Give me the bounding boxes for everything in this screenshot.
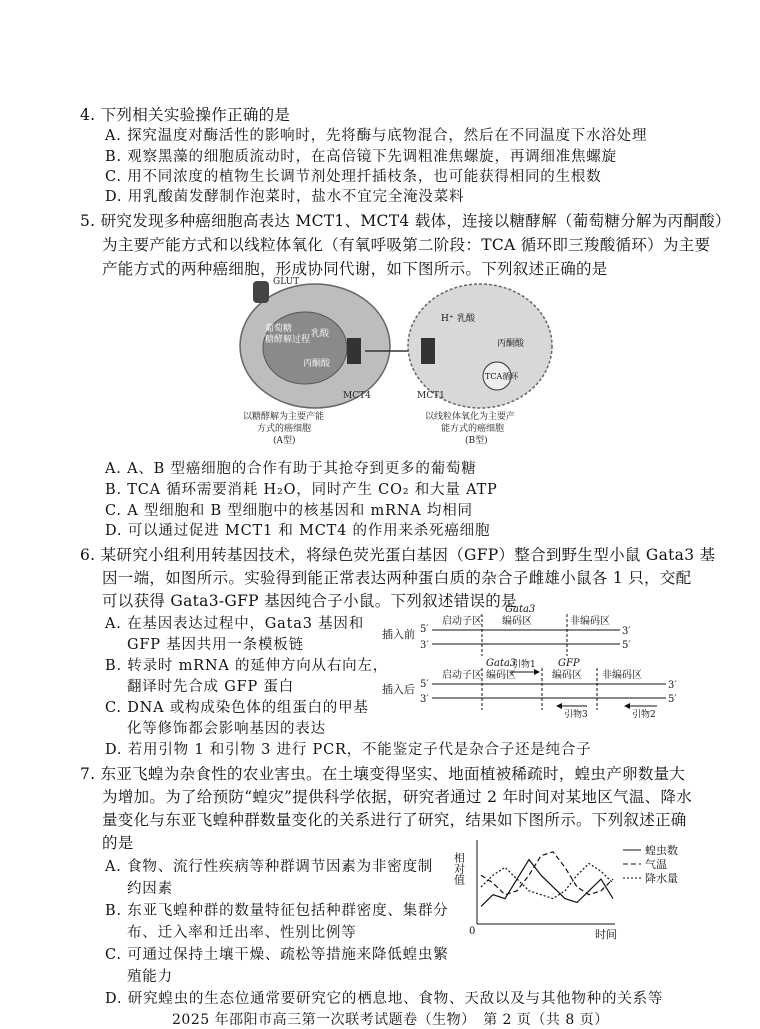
label-lactate-b: 乳酸 xyxy=(457,314,476,324)
page-footer: 2025 年邵阳市高三第一次联考试题卷（生物） 第 2 页（共 8 页） xyxy=(172,1012,609,1028)
q7-line-chart xyxy=(452,832,705,942)
caption-a-line2: 方式的癌细胞 xyxy=(257,424,312,434)
q6-option-b-line2: 翻译时先合成 GFP 蛋白 xyxy=(127,679,295,695)
q5-option-d: D. 可以通过促进 MCT1 和 MCT4 的作用来杀死癌细胞 xyxy=(105,523,491,539)
before-top-3end: 3′ xyxy=(622,626,631,637)
label-lactate-a: 乳酸 xyxy=(311,329,330,339)
q7-option-c-line2: 殖能力 xyxy=(127,969,173,985)
q7-option-a-line1: A. 食物、流行性疾病等种群调节因素为非密度制 xyxy=(105,859,434,875)
q6-stem-line2: 因一端，如图所示。实验得到能正常表达两种蛋白质的杂合子雌雄小鼠各 1 只，交配 xyxy=(102,569,692,587)
q6-option-c-line1: C. DNA 或构成染色体的组蛋白的甲基 xyxy=(105,700,369,716)
label-pyruvate-a: 丙酮酸 xyxy=(303,359,331,369)
series-line-1 xyxy=(481,852,613,895)
q6-stem-line1: 6. 某研究小组利用转基因技术，将绿色荧光蛋白基因（GFP）整合到野生型小鼠 Gata3 基 xyxy=(80,546,716,564)
after-gfp-coding: 编码区 xyxy=(552,670,582,681)
cell-a-nucleus xyxy=(263,312,347,384)
mct4-transporter xyxy=(347,338,361,364)
glut-transporter xyxy=(253,281,269,303)
after-promoter: 启动子区 xyxy=(442,670,482,681)
after-top-3end: 3′ xyxy=(668,680,677,691)
primer2-head xyxy=(624,703,630,709)
q7-option-a-line2: 约因素 xyxy=(127,881,173,897)
q7-stem-line4: 的是 xyxy=(102,834,134,852)
label-glucose: 葡萄糖 xyxy=(265,324,293,334)
q7-option-c-line1: C. 可通过保持土壤干燥、疏松等措施来降低蝗虫繁 xyxy=(105,947,449,963)
label-primer3: 引物3 xyxy=(564,710,588,720)
label-glycolysis: 糖酵解过程 xyxy=(265,335,311,345)
q7-option-b-line2: 布、迁入率和迁出率、性别比例等 xyxy=(127,925,357,941)
q5-option-b: B. TCA 循环需要消耗 H₂O，同时产生 CO₂ 和大量 ATP xyxy=(105,482,498,498)
q7-option-b-line1: B. 东亚飞蝗种群的数量特征包括种群密度、集群分 xyxy=(105,903,449,919)
chart-ylabel: 相对值 xyxy=(452,852,466,885)
after-gata3: Gata3 xyxy=(486,658,517,669)
before-promoter: 启动子区 xyxy=(442,616,482,627)
q7-stem-line2: 为增加。为了给预防“蝗灾”提供科学依据，研究者通过 2 年时间对某地区气温、降水 xyxy=(102,788,693,806)
q7-stem-line1: 7. 东亚飞蝗为杂食性的农业害虫。在土壤变得坚实、地面植被稀疏时，蝗虫产卵数量大 xyxy=(80,765,686,783)
q5-stem-line2: 为主要产能方式和以线粒体氧化（有氧呼吸第二阶段：TCA 循环即三羧酸循环）为主要 xyxy=(102,236,711,254)
after-bottom-3end: 3′ xyxy=(420,694,429,705)
label-mct1: MCT1 xyxy=(417,391,445,401)
q6-stem-line3: 可以获得 Gata3-GFP 基因纯合子小鼠。下列叙述错误的是 xyxy=(102,592,517,610)
q6-option-d: D. 若用引物 1 和引物 3 进行 PCR，不能鉴定子代是杂合子还是纯合子 xyxy=(105,742,592,758)
legend-label-0: 蝗虫数 xyxy=(645,844,678,857)
chart-xlabel: 时间 xyxy=(595,928,617,941)
label-pyruvate-b: 丙酮酸 xyxy=(497,339,525,349)
q4-stem: 4. 下列相关实验操作正确的是 xyxy=(80,106,291,124)
q4-option-d: D. 用乳酸菌发酵制作泡菜时，盐水不宜完全淹没菜料 xyxy=(105,189,465,205)
q5-stem-line3: 产能方式的两种癌细胞，形成协同代谢，如下图所示。下列叙述正确的是 xyxy=(102,260,608,278)
q4-option-c: C. 用不同浓度的植物生长调节剂处理扦插枝条，也可能获得相同的生根数 xyxy=(105,169,602,185)
before-gata3: Gata3 xyxy=(505,604,536,615)
chart-series-group xyxy=(481,852,613,907)
q4-option-b: B. 观察黑藻的细胞质流动时，在高倍镜下先调粗准焦螺旋，再调细准焦螺旋 xyxy=(105,149,617,165)
q4-option-a: A. 探究温度对酶活性的影响时，先将酶与底物混合，然后在不同温度下水浴处理 xyxy=(105,128,648,144)
chart-legend xyxy=(623,843,678,885)
after-noncoding: 非编码区 xyxy=(602,670,642,681)
q6-option-a-line1: A. 在基因表达过程中，Gata3 基因和 xyxy=(105,616,365,632)
legend-label-1: 气温 xyxy=(645,858,667,871)
q7-stem-line3: 量变化与东亚飞蝗种群数量变化的关系进行了研究，结果如下图所示。下列叙述正确 xyxy=(102,811,687,829)
label-primer2: 引物2 xyxy=(632,710,656,720)
after-coding: 编码区 xyxy=(486,670,516,681)
caption-b-line2: 能方式的癌细胞 xyxy=(441,424,505,434)
caption-a-line3: (A型) xyxy=(273,436,296,446)
caption-b-line1: 以线粒体氧化为主要产 xyxy=(425,412,516,422)
label-h-plus: H⁺ xyxy=(441,314,454,324)
label-glut: GLUT xyxy=(273,277,300,287)
q5-cell-figure xyxy=(235,276,555,451)
label-mct4: MCT4 xyxy=(343,391,371,401)
q7-option-d: D. 研究蝗虫的生态位通常要研究它的栖息地、食物、天敌以及与其他物种的关系等 xyxy=(105,991,664,1007)
primer3-head xyxy=(556,703,562,709)
before-bottom-3end: 3′ xyxy=(420,640,429,651)
label-after: 插入后 xyxy=(382,683,415,696)
after-top-5end: 5′ xyxy=(420,679,429,690)
q5-option-a: A. A、B 型癌细胞的合作有助于其抢夺到更多的葡萄糖 xyxy=(105,461,477,477)
q6-option-b-line1: B. 转录时 mRNA 的延伸方向从右向左， xyxy=(105,658,389,674)
before-top-5end: 5′ xyxy=(420,624,429,635)
caption-b-line3: (B型) xyxy=(465,436,488,446)
before-coding: 编码区 xyxy=(502,616,532,627)
label-before: 插入前 xyxy=(382,628,415,641)
legend-label-2: 降水量 xyxy=(645,872,678,885)
q5-stem-line1: 5. 研究发现多种癌细胞高表达 MCT1、MCT4 载体，连接以糖酵解（葡萄糖分解为丙酮酸） xyxy=(80,212,731,230)
caption-a-line1: 以糖酵解为主要产能 xyxy=(243,412,325,422)
q6-option-c-line2: 化等修饰都会影响基因的表达 xyxy=(127,721,326,737)
chart-origin: 0 xyxy=(469,926,476,937)
label-primer1: 引物1 xyxy=(512,660,536,670)
label-tca: TCA循环 xyxy=(485,372,519,381)
before-noncoding: 非编码区 xyxy=(570,616,610,627)
q5-option-c: C. A 型细胞和 B 型细胞中的核基因和 mRNA 均相同 xyxy=(105,503,473,519)
mct1-transporter xyxy=(421,338,435,364)
q6-gene-figure xyxy=(382,600,682,718)
q6-option-a-line2: GFP 基因共用一条模板链 xyxy=(127,637,304,653)
before-bottom-5end: 5′ xyxy=(622,640,631,651)
after-bottom-5end: 5′ xyxy=(668,694,677,705)
after-gfp: GFP xyxy=(558,658,580,669)
